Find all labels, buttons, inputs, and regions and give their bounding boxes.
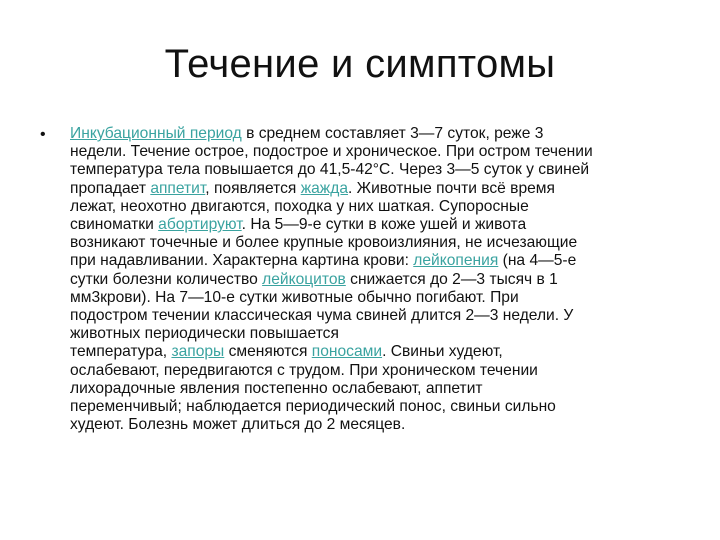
hyperlink[interactable]: лейкоцитов xyxy=(262,270,346,288)
text-segment: лежат, неохотно двигаются, походка у них шаткая. Супоросные xyxy=(70,197,529,215)
text-segment: , появляется xyxy=(205,179,301,197)
text-segment: животных периодически повышается xyxy=(70,325,339,343)
hyperlink[interactable]: запоры xyxy=(171,343,225,361)
text-line xyxy=(70,289,682,307)
text-segment: возникают точечные и более крупные кровоизлияния, не исчезающие xyxy=(70,234,578,252)
text-line xyxy=(70,198,682,216)
text-segment: . На 5—9-е сутки в коже ушей и живота xyxy=(241,216,527,234)
text-segment: худеют. Болезнь может длиться до 2 месяцев. xyxy=(70,416,406,434)
text-segment: снижается до 2—3 тысяч в 1 xyxy=(345,270,558,288)
hyperlink[interactable]: жажда xyxy=(300,179,348,197)
text-segment: недели. Течение острое, подострое и хроническое. При остром течении xyxy=(70,143,593,161)
text-line xyxy=(70,216,682,234)
text-line xyxy=(70,380,682,398)
hyperlink[interactable]: лейкопения xyxy=(413,252,499,270)
text-line xyxy=(70,271,682,289)
hyperlink[interactable]: абортируют xyxy=(158,216,242,234)
text-segment: сутки болезни количество xyxy=(70,270,263,288)
text-line xyxy=(70,125,682,143)
text-segment: подостром течении классическая чума свиней длится 2—3 недели. У xyxy=(70,307,574,325)
bullet-point: • xyxy=(40,126,46,143)
hyperlink[interactable]: аппетит xyxy=(150,179,206,197)
text-line xyxy=(70,416,682,434)
text-line xyxy=(70,343,682,361)
hyperlink[interactable]: Инкубационный период xyxy=(70,125,242,142)
text-segment: при надавливании. Характерна картина крови: xyxy=(70,252,414,270)
text-line xyxy=(70,161,682,179)
text-segment: . Животные почти всё время xyxy=(348,179,555,197)
text-line xyxy=(70,180,682,198)
text-segment: свиноматки xyxy=(70,216,159,234)
text-segment: пропадает xyxy=(70,179,151,197)
slide-title: Течение и симптомы xyxy=(164,42,556,86)
text-segment: переменчивый; наблюдается периодический понос, свиньи сильно xyxy=(70,398,556,416)
text-segment: (на 4—5-е xyxy=(498,252,577,270)
text-line xyxy=(70,362,682,380)
text-line xyxy=(70,143,682,161)
text-line xyxy=(70,252,682,270)
text-line xyxy=(70,307,682,325)
text-segment: . Свиньи худеют, xyxy=(382,343,503,361)
text-line xyxy=(70,398,682,416)
text-line xyxy=(70,234,682,252)
text-segment: сменяются xyxy=(224,343,312,361)
text-segment: ослабевают, передвигаются с трудом. При хроническом течении xyxy=(70,361,538,379)
text-segment: температура, xyxy=(70,343,172,361)
text-line xyxy=(70,325,682,343)
text-segment: мм3крови). На 7—10-е сутки животные обычно погибают. При xyxy=(70,288,519,306)
body-text xyxy=(70,125,682,434)
text-segment: в среднем составляет 3—7 суток, реже 3 xyxy=(241,125,544,142)
text-segment: температура тела повышается до 41,5-42°С. Через 3—5 суток у свиней xyxy=(70,161,590,179)
text-segment: лихорадочные явления постепенно ослабевают, аппетит xyxy=(70,379,483,397)
hyperlink[interactable]: поносами xyxy=(311,343,383,361)
